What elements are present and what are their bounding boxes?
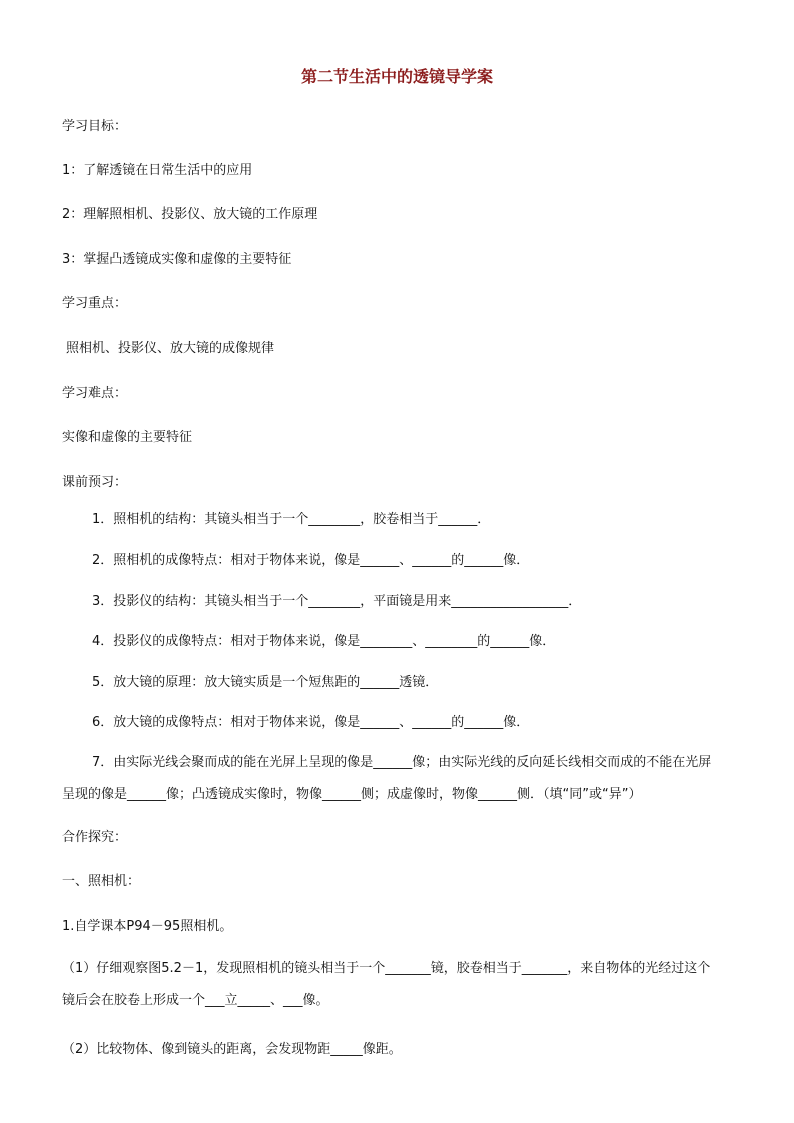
document-title: 第二节生活中的透镜导学案	[300, 67, 493, 86]
preview-question-1: 1．照相机的结构：其镜头相当于一个________，胶卷相当于______．	[92, 512, 491, 527]
preview-question-2: 2．照相机的成像特点：相对于物体来说，像是______、______的______像．	[92, 553, 530, 568]
section-heading-cooperative-inquiry: 合作探究：	[62, 830, 128, 845]
key-points-text: 照相机、投影仪、放大镜的成像规律	[66, 341, 275, 356]
subsection-heading-camera: 一、照相机：	[62, 874, 141, 889]
section-heading-preview: 课前预习：	[62, 475, 128, 490]
camera-self-study: 1.自学课本P94－95照相机。	[62, 919, 233, 934]
camera-question-1: （1）仔细观察图5.2－1，发现照相机的镜头相当于一个_______镜，胶卷相当于_______，来自物体的光经过这个镜后会在胶卷上形成一个___立_____、___像。	[62, 961, 711, 1008]
preview-question-3: 3．投影仪的结构：其镜头相当于一个________，平面镜是用来__________________．	[92, 594, 582, 609]
preview-question-6: 6．放大镜的成像特点：相对于物体来说，像是______、______的______像．	[92, 715, 530, 730]
section-heading-objectives: 学习目标：	[62, 119, 128, 134]
objective-item-3: 3：掌握凸透镜成实像和虚像的主要特征	[62, 252, 292, 267]
objective-item-2: 2：理解照相机、投影仪、放大镜的工作原理	[62, 207, 318, 222]
difficulties-text: 实像和虚像的主要特征	[62, 430, 193, 445]
camera-question-2: （2）比较物体、像到镜头的距离，会发现物距_____像距。	[62, 1042, 402, 1057]
preview-question-5: 5．放大镜的原理：放大镜实质是一个短焦距的______透镜．	[92, 675, 439, 690]
objective-item-1: 1：了解透镜在日常生活中的应用	[62, 163, 253, 178]
preview-question-4: 4．投影仪的成像特点：相对于物体来说，像是________、________的______像．	[92, 634, 556, 649]
preview-question-7: 7．由实际光线会聚而成的能在光屏上呈现的像是______像；由实际光线的反向延长线相交而成的不能在光屏呈现的像是______像；凸透镜成实像时，物像______侧；成虚像时，物像______侧．（填“同”或“异”）	[62, 755, 712, 802]
section-heading-difficulties: 学习难点：	[62, 386, 128, 401]
section-heading-key-points: 学习重点：	[62, 296, 128, 311]
